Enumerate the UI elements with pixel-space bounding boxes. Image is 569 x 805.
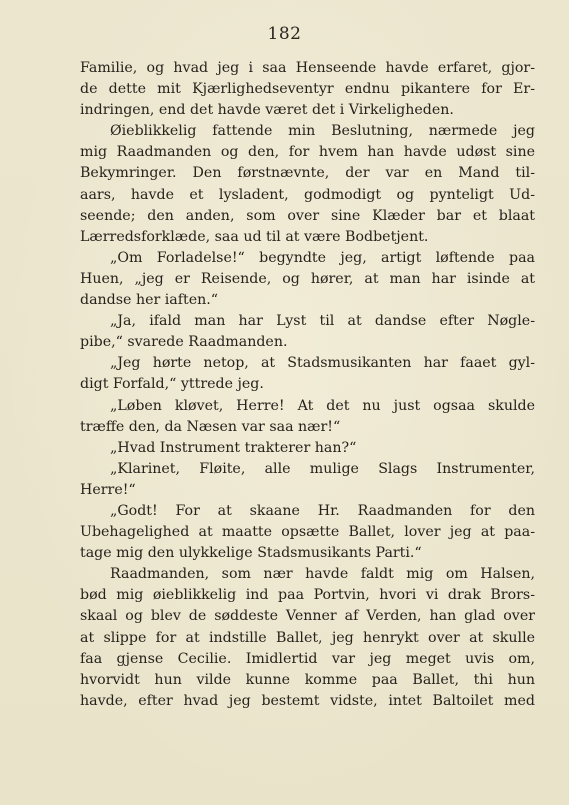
text-line: skaal og blev de søddeste Venner af Verden, han glad over <box>80 608 535 625</box>
text-line: hvorvidt hun vilde kunne komme paa Ballet, thi hun <box>80 671 535 688</box>
text-line: Ubehagelighed at maatte opsætte Ballet, lover jeg at paa- <box>80 524 535 541</box>
text-line: „Om Forladelse!“ begyndte jeg, artigt løftende paa <box>110 249 535 266</box>
text-line: seende; den anden, som over sine Klæder bar et blaat <box>80 207 535 224</box>
text-line: havde, efter hvad jeg bestemt vidste, intet Baltoilet med <box>80 692 535 709</box>
text-line: digt Forfald,“ yttrede jeg. <box>80 376 264 393</box>
text-line: dandse her iaften.“ <box>80 292 219 309</box>
text-line: „Godt! For at skaane Hr. Raadmanden for den <box>110 502 535 519</box>
text-line: Herre!“ <box>80 481 136 498</box>
text-line: faa gjense Cecilie. Imidlertid var jeg meget uvis om, <box>80 650 535 667</box>
text-line: „Klarinet, Fløite, alle mulige Slags Instrumenter, <box>110 460 535 477</box>
text-line: de dette mit Kjærlighedseventyr endnu pikantere for Er- <box>80 81 535 98</box>
text-line: „Ja, ifald man har Lyst til at dandse efter Nøgle- <box>110 313 535 330</box>
text-line: pibe,“ svarede Raadmanden. <box>80 334 288 351</box>
text-line: Øieblikkelig fattende min Beslutning, nærmede jeg <box>110 123 535 140</box>
text-line: aars, havde et lysladent, godmodigt og pynteligt Ud- <box>80 186 535 203</box>
text-line: „Løben kløvet, Herre! At det nu just ogsaa skulde <box>110 397 535 414</box>
text-line: tage mig den ulykkelige Stadsmusikants Parti.“ <box>80 545 422 562</box>
text-line: mig Raadmanden og den, for hvem han havde udøst sine <box>80 144 535 161</box>
text-line: Lærredsforklæde, saa ud til at være Bodbetjent. <box>80 228 429 245</box>
text-line: Bekymringer. Den førstnævnte, der var en Mand til- <box>80 165 535 182</box>
body-text <box>80 58 535 712</box>
text-line: „Hvad Instrument trakterer han?“ <box>110 439 357 456</box>
text-line: træffe den, da Næsen var saa nær!“ <box>80 418 341 435</box>
text-line: indringen, end det havde været det i Virkeligheden. <box>80 102 454 119</box>
text-line: bød mig øieblikkelig ind paa Portvin, hvori vi drak Brors- <box>80 587 535 604</box>
text-line: „Jeg hørte netop, at Stadsmusikanten har faaet gyl- <box>110 355 535 372</box>
text-line: at slippe for at indstille Ballet, jeg henrykt over at skulle <box>80 629 535 646</box>
page-number: 182 <box>267 24 302 44</box>
text-line: Huen, „jeg er Reisende, og hører, at man har isinde at <box>80 270 535 287</box>
text-line: Raadmanden, som nær havde faldt mig om Halsen, <box>110 566 535 583</box>
text-line: Familie, og hvad jeg i saa Henseende havde erfaret, gjor- <box>80 60 535 76</box>
